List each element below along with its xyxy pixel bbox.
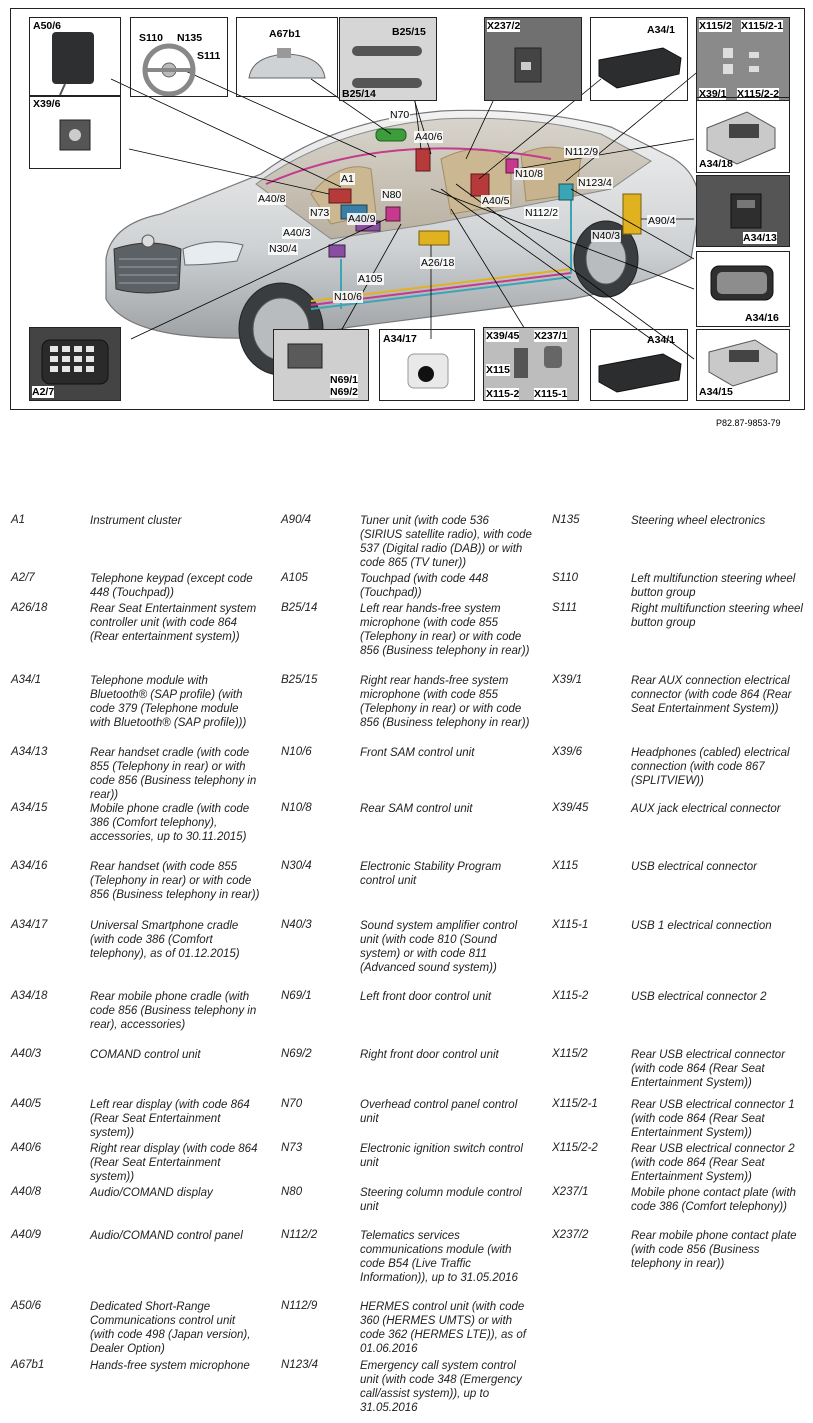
legend-code: A1 <box>11 514 26 526</box>
inset-label: X115-1 <box>534 388 568 400</box>
callout-label: A105 <box>358 273 383 285</box>
legend-description: AUX jack electrical connector <box>631 803 781 815</box>
legend-code: N40/3 <box>281 919 312 931</box>
legend-code: N123/4 <box>281 1359 319 1371</box>
legend-code: A40/6 <box>11 1142 42 1154</box>
inset-a67b1 <box>236 17 338 97</box>
legend-description: Mobile phone cradle (with code 386 (Comfort telephony), accessories, up to 30.11.2015) <box>90 803 250 843</box>
inset-label: A34/1 <box>647 334 676 346</box>
legend-description: USB 1 electrical connection <box>631 920 772 932</box>
inset-label: B25/14 <box>342 88 376 100</box>
inset-a50-6 <box>29 17 121 97</box>
legend-code: A40/8 <box>11 1186 42 1198</box>
inset-label: A34/1 <box>647 24 676 36</box>
inset-label: N69/1 <box>330 374 359 386</box>
inset-label: A67b1 <box>269 28 301 40</box>
legend-description: Front SAM control unit <box>360 747 475 759</box>
legend-code: S111 <box>552 602 578 614</box>
legend-code: A34/1 <box>11 674 42 686</box>
legend-description: Telematics services communications module (with code B54 (Live Traffic Information)), up to 31.05.2016 <box>360 1230 518 1284</box>
legend-code: A26/18 <box>11 602 48 614</box>
legend-description: USB electrical connector 2 <box>631 991 767 1003</box>
legend-description: USB electrical connector <box>631 861 757 873</box>
inset-label: N135 <box>177 32 203 44</box>
legend-code: N69/1 <box>281 990 312 1002</box>
callout-label: A90/4 <box>648 215 676 227</box>
legend-description: Rear mobile phone cradle (with code 856 (Business telephony in rear), accessories) <box>90 991 257 1031</box>
legend-code: A40/3 <box>11 1048 42 1060</box>
callout-label: N10/6 <box>334 291 363 303</box>
inset-label: X237/1 <box>534 330 568 342</box>
legend-description: Audio/COMAND display <box>90 1187 213 1199</box>
callout-label: N123/4 <box>578 177 612 189</box>
legend-description: Left front door control unit <box>360 991 492 1003</box>
inset-x39-6 <box>29 95 121 169</box>
inset-a34-18 <box>696 97 790 173</box>
legend-description: Left rear hands-free system microphone (with code 855 (Telephony in rear) or with code 856 (Business telephony in rear)) <box>360 603 530 657</box>
legend-code: X115/2-1 <box>552 1098 598 1110</box>
legend-description: COMAND control unit <box>90 1049 201 1061</box>
legend-description: Rear Seat Entertainment system controller unit (with code 864 (Rear entertainment system)) <box>90 603 257 643</box>
legend-description: Right rear display (with code 864 (Rear Seat Entertainment system)) <box>90 1143 258 1183</box>
inset-label: A34/13 <box>743 232 777 244</box>
legend-code: X39/1 <box>552 674 583 686</box>
legend-code: X39/45 <box>552 802 589 814</box>
inset-x39-45 <box>483 327 579 401</box>
legend-code: B25/14 <box>281 602 318 614</box>
inset-x115-2 <box>696 17 790 101</box>
inset-label: A50/6 <box>33 20 62 32</box>
inset-a34-17 <box>379 329 475 401</box>
callout-label: N30/4 <box>269 243 298 255</box>
legend-description: Headphones (cabled) electrical connection (with code 867 (SPLITVIEW)) <box>631 747 790 787</box>
inset-label: S111 <box>197 50 221 62</box>
legend-description: Universal Smartphone cradle (with code 386 (Comfort telephony), as of 01.12.2015) <box>90 920 240 960</box>
legend-code: N73 <box>281 1142 303 1154</box>
legend-description: Rear SAM control unit <box>360 803 473 815</box>
inset-label: S110 <box>139 32 163 44</box>
inset-label: A34/16 <box>745 312 779 324</box>
inset-a34-13 <box>696 175 790 247</box>
legend-code: A34/13 <box>11 746 48 758</box>
inset-steering-wheel <box>130 17 228 97</box>
legend-description: Left rear display (with code 864 (Rear Seat Entertainment system)) <box>90 1099 250 1139</box>
legend-description: Audio/COMAND control panel <box>90 1230 243 1242</box>
legend-description: Mobile phone contact plate (with code 386 (Comfort telephony)) <box>631 1187 796 1213</box>
legend-description: Electronic Stability Program control unit <box>360 861 502 887</box>
inset-label: A34/17 <box>383 333 417 345</box>
legend-description: Steering wheel electronics <box>631 515 766 527</box>
inset-label: X115-2 <box>486 388 520 400</box>
inset-a34-1-top <box>590 17 688 101</box>
inset-label: X115/2-2 <box>737 88 780 100</box>
legend-description: Dedicated Short-Range Communications control unit (with code 498 (Japan version), Dealer Option) <box>90 1301 251 1355</box>
legend-description: HERMES control unit (with code 360 (HERMES UMTS) or with code 362 (HERMES LTE)), as of 01.06.2016 <box>360 1301 526 1355</box>
legend-code: A34/18 <box>11 990 48 1002</box>
inset-label: X39/1 <box>699 88 727 100</box>
legend-description: Electronic ignition switch control unit <box>360 1143 523 1169</box>
legend-code: N10/8 <box>281 802 312 814</box>
legend-code: A40/5 <box>11 1098 42 1110</box>
legend-code: N112/2 <box>281 1229 318 1241</box>
inset-label: A34/15 <box>699 386 733 398</box>
legend-code: X237/1 <box>552 1186 589 1198</box>
legend-description: Hands-free system microphone <box>90 1360 250 1372</box>
callout-label: A40/8 <box>258 193 286 205</box>
legend-code: N69/2 <box>281 1048 312 1060</box>
legend-description: Right front door control unit <box>360 1049 499 1061</box>
figure-reference: P82.87-9853-79 <box>716 418 781 428</box>
legend-description: Rear USB electrical connector (with code 864 (Rear Seat Entertainment System)) <box>631 1049 786 1089</box>
callout-label: A1 <box>341 173 354 185</box>
legend-description: Right rear hands-free system microphone (with code 855 (Telephony in rear) or with code 856 (Business telephony in rear)) <box>360 675 530 729</box>
inset-label: X115/2-1 <box>741 20 784 32</box>
inset-label: X39/6 <box>33 98 61 110</box>
legend-description: Rear mobile phone contact plate (with code 856 (Business telephony in rear)) <box>631 1230 797 1270</box>
legend-code: A34/17 <box>11 919 48 931</box>
legend-description: Rear AUX connection electrical connector (with code 864 (Rear Seat Entertainment System)) <box>631 675 792 715</box>
legend-code: X237/2 <box>552 1229 589 1241</box>
legend-description: Emergency call system control unit (with code 348 (Emergency call/assist system)), up to 31.05.2016 <box>360 1360 522 1414</box>
inset-n69 <box>273 329 369 401</box>
callout-label: N40/3 <box>592 230 621 242</box>
inset-a34-15 <box>696 329 790 401</box>
legend-code: A40/9 <box>11 1229 42 1241</box>
callout-label: N70 <box>390 109 410 121</box>
legend-description: Steering column module control unit <box>360 1187 522 1213</box>
legend-description: Overhead control panel control unit <box>360 1099 518 1125</box>
callout-label: N112/2 <box>525 207 559 219</box>
legend-code: N80 <box>281 1186 303 1198</box>
inset-label: A2/7 <box>32 386 55 398</box>
legend-code: N70 <box>281 1098 303 1110</box>
legend-code: S110 <box>552 572 579 584</box>
inset-label: X237/2 <box>487 20 521 32</box>
legend-description: Tuner unit (with code 536 (SIRIUS satellite radio), with code 537 (Digital radio (DAB)) or with code 865 (TV tuner)) <box>360 515 532 569</box>
callout-label: A26/18 <box>421 257 455 269</box>
callout-label: A40/9 <box>348 213 376 225</box>
inset-a34-16 <box>696 251 790 327</box>
callout-label: N73 <box>310 207 330 219</box>
legend-code: X115-1 <box>552 919 589 931</box>
inset-label: B25/15 <box>392 26 426 38</box>
legend-code: X115/2-2 <box>552 1142 598 1154</box>
legend-description: Instrument cluster <box>90 515 182 527</box>
legend-code: N30/4 <box>281 860 312 872</box>
callout-label: A40/5 <box>482 195 510 207</box>
legend-code: A50/6 <box>11 1300 42 1312</box>
legend-description: Touchpad (with code 448 (Touchpad)) <box>360 573 489 599</box>
legend-code: N112/9 <box>281 1300 318 1312</box>
legend-code: A34/15 <box>11 802 48 814</box>
legend-code: A105 <box>281 572 308 584</box>
legend-description: Rear USB electrical connector 1 (with code 864 (Rear Seat Entertainment System)) <box>631 1099 795 1139</box>
inset-label: X39/45 <box>486 330 520 342</box>
inset-x237-2 <box>484 17 582 101</box>
legend-description: Rear USB electrical connector 2 (with code 864 (Rear Seat Entertainment System)) <box>631 1143 795 1183</box>
legend-code: A90/4 <box>281 514 312 526</box>
inset-b25 <box>339 17 437 101</box>
legend-code: X39/6 <box>552 746 583 758</box>
callout-label: N10/8 <box>515 168 544 180</box>
callout-label: A40/6 <box>415 131 443 143</box>
inset-a34-1-bottom <box>590 329 688 401</box>
legend-description: Telephone module with Bluetooth® (SAP profile) (with code 379 (Telephone module with Bluetooth® (SAP profile))) <box>90 675 247 729</box>
legend-description: Sound system amplifier control unit (with code 810 (Sound system) or with code 811 (Advanced sound system)) <box>360 920 518 974</box>
legend-description: Telephone keypad (except code 448 (Touchpad)) <box>90 573 253 599</box>
legend-description: Rear handset cradle (with code 855 (Telephony in rear) or with code 856 (Business telephony in rear)) <box>90 747 257 801</box>
inset-label: X115/2 <box>699 20 732 32</box>
legend-code: X115-2 <box>552 990 589 1002</box>
callout-label: N80 <box>382 189 402 201</box>
legend-code: A2/7 <box>11 572 35 584</box>
legend-description: Rear handset (with code 855 (Telephony in rear) or with code 856 (Business telephony in rear)) <box>90 861 260 901</box>
legend-code: A34/16 <box>11 860 48 872</box>
inset-label: A34/18 <box>699 158 733 170</box>
legend-code: X115 <box>552 860 579 872</box>
legend-description: Left multifunction steering wheel button group <box>631 573 796 599</box>
inset-a2-7 <box>29 327 121 401</box>
legend-code: N135 <box>552 514 580 526</box>
callout-label: A40/3 <box>283 227 311 239</box>
legend-code: B25/15 <box>281 674 318 686</box>
component-location-diagram <box>10 8 805 410</box>
legend-code: A67b1 <box>11 1359 45 1371</box>
inset-label: N69/2 <box>330 386 359 398</box>
legend-description: Right multifunction steering wheel button group <box>631 603 803 629</box>
inset-label: X115 <box>486 364 510 376</box>
callout-label: N112/9 <box>565 146 599 158</box>
legend-code: N10/6 <box>281 746 312 758</box>
legend-code: X115/2 <box>552 1048 588 1060</box>
